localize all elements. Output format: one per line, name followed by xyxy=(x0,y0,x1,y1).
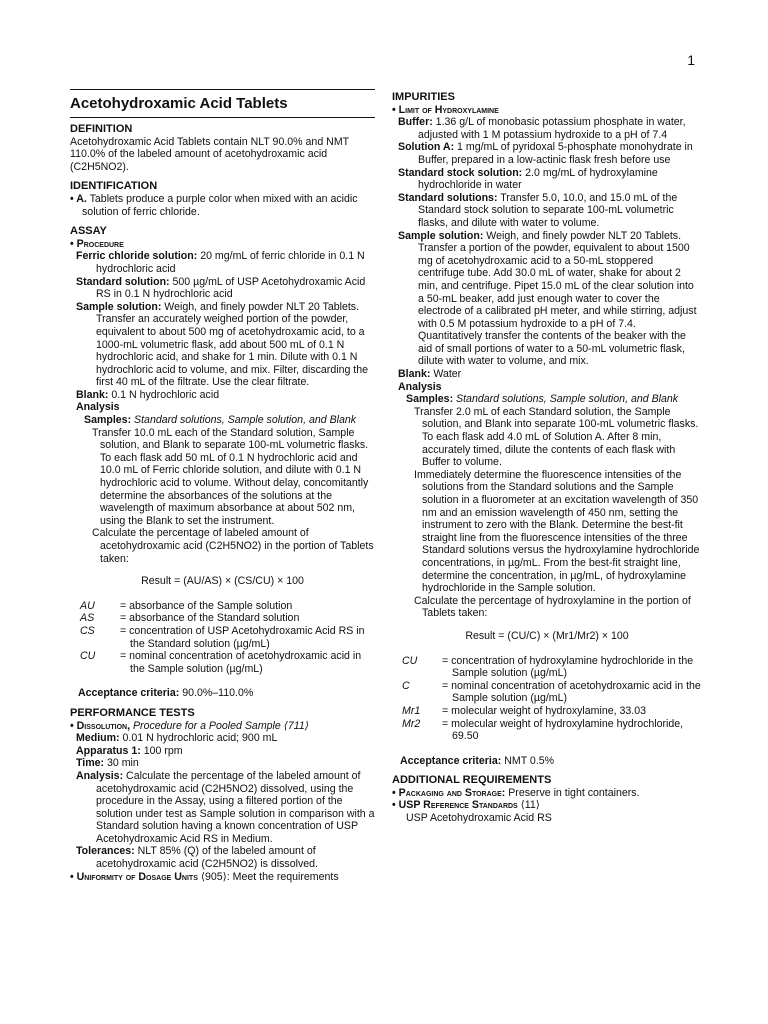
standards-label: Standard solutions: xyxy=(398,191,498,204)
definition-row xyxy=(402,655,702,680)
def-symbol: Mr1 xyxy=(402,704,421,717)
ferric-text: 20 mg/mL of ferric chloride in 0.1 N hydrochloric acid xyxy=(96,250,365,275)
sample-text: Weigh, and finely powder NLT 20 Tablets. Transfer a portion of the powder, equivalent to about 1500 mg of acetohydroxamic acid to a 50-mL stoppered centrifuge tube. Add 30.0 mL of water, shake for about 2 min, and centrifuge. Pipet 15.0 mL of the clear solution into a 50-mL beaker, add just enough water to cover the electrode of a calibrated pH meter, and while stirring, adjust with 0.5 M potassium hydroxide to a pH of 7.4. Quantitatively transfer the contents of the beaker with the aid of small portions of water to a 50-mL volumetric flask, dilute with water to volume, and mix. xyxy=(418,229,697,368)
apparatus-line xyxy=(70,745,375,758)
uniformity-line xyxy=(70,871,375,884)
samples-line xyxy=(70,414,375,427)
def-symbol: Mr2 xyxy=(402,717,421,730)
definition-row xyxy=(402,705,702,718)
transfer-text: Transfer 2.0 mL of each Standard solution, the Sample solution, and Blank into separate 100-mL volumetric flasks. To each flask add 4.0 mL of Solution A. After 8 min, accurately timed, dilute the contents of each flask with Buffer to volume. xyxy=(414,405,699,469)
identification-item-text: Tablets produce a purple color when mixed with an acidic solution of ferric chloride. xyxy=(82,192,358,218)
blank-text: Water xyxy=(430,368,462,381)
analysis-label: Analysis: xyxy=(76,769,124,782)
usp-line xyxy=(392,799,702,812)
time-line xyxy=(70,757,375,770)
packaging-label: • Packaging and Storage: xyxy=(392,786,506,799)
definition-row xyxy=(80,650,375,675)
usp-text: ⟨11⟩ xyxy=(517,799,540,812)
apparatus-text: 100 rpm xyxy=(140,744,183,757)
time-text: 30 min xyxy=(104,757,139,770)
accept-text: NMT 0.5% xyxy=(501,754,555,767)
buffer-line xyxy=(392,116,702,141)
identification-item xyxy=(70,193,375,218)
samples-line xyxy=(392,393,702,406)
document-title: Acetohydroxamic Acid Tablets xyxy=(70,95,288,112)
blank-line xyxy=(392,368,702,381)
samples-label: Samples: xyxy=(84,414,132,427)
uniformity-text: ⟨905⟩: Meet the requirements xyxy=(197,870,339,883)
sample-line xyxy=(392,230,702,369)
definition-row xyxy=(402,718,702,743)
accept-text: 90.0%–110.0% xyxy=(179,687,254,700)
def-symbol: CS xyxy=(80,624,95,637)
def-symbol: C xyxy=(402,679,410,692)
tolerances-line xyxy=(70,845,375,870)
transfer-text: Transfer 10.0 mL each of the Standard solution, Sample solution, and Blank to separate 100-mL volumetric flasks. To each flask add 50 mL of 0.1 N hydrochloric acid and 10.0 mL of Ferric chloride solution, and dilute with 0.1 N hydrochloric acid to volume. Without delay, concomitantly determine the absorbances of the solutions at the wavelength of maximum absorbance at about 502 nm, using the Blank to set the instrument. xyxy=(92,426,369,527)
samples-label: Samples: xyxy=(406,393,454,406)
impurity-definitions xyxy=(402,655,702,743)
standard-text: 500 µg/mL of USP Acetohydroxamic Acid RS in 0.1 N hydrochloric acid xyxy=(96,275,366,301)
blank-label: Blank: xyxy=(76,388,109,401)
assay-definitions xyxy=(80,600,375,676)
def-text: = nominal concentration of acetohydroxamic acid in the Sample solution (µg/mL) xyxy=(120,650,362,675)
blank xyxy=(70,389,375,402)
standards-text: Transfer 5.0, 10.0, and 15.0 mL of the Standard stock solution to separate 100-mL volumetric flasks, and dilute with water to volume. xyxy=(418,191,678,229)
def-text: = concentration of hydroxylamine hydrochloride in the Sample solution (µg/mL) xyxy=(442,654,694,680)
sample-text: Weigh, and finely powder NLT 20 Tablets. Transfer an accurately weighed portion of the powder, equivalent to about 500 mg of acetohydroxamic acid, to a 1000-mL volumetric flask, add about 500 mL of 0.1 N hydrochloric acid, and shake for 1 min. Dilute with 0.1 N hydrochloric acid to volume, and mix. Filter, discarding the first 40 mL of the filtrate. Use the clear filtrate. xyxy=(96,300,369,389)
standard-solution xyxy=(70,276,375,301)
definition-row xyxy=(80,600,375,613)
assay-formula: Result = (AU/AS) × (CS/CU) × 100 xyxy=(141,575,304,588)
samples-text: Standard solutions, Sample solution, and Blank xyxy=(131,414,357,427)
medium-text: 0.01 N hydrochloric acid; 900 mL xyxy=(119,732,278,745)
def-text: = absorbance of the Standard solution xyxy=(120,612,300,625)
analysis-heading: Analysis xyxy=(76,401,120,414)
solution-a-text: 1 mg/mL of pyridoxal 5-phosphate monohydrate in Buffer, prepared in a low-actinic flask fresh before use xyxy=(418,141,693,166)
stock-line xyxy=(392,167,702,192)
left-column xyxy=(70,89,375,883)
packaging-text: Preserve in tight containers. xyxy=(505,786,640,799)
medium-label: Medium: xyxy=(76,732,120,745)
accept-label: Acceptance criteria: xyxy=(78,687,180,700)
standards-line xyxy=(392,192,702,230)
analysis-heading: Analysis xyxy=(398,380,442,393)
def-text: = concentration of USP Acetohydroxamic Acid RS in the Standard solution (µg/mL) xyxy=(120,624,365,650)
def-text: = nominal concentration of acetohydroxamic acid in the Sample solution (µg/mL) xyxy=(442,679,701,705)
impurity-formula: Result = (CU/C) × (Mr1/Mr2) × 100 xyxy=(465,629,629,642)
blank-text: 0.1 N hydrochloric acid xyxy=(108,388,220,401)
assay-procedure-heading: • Procedure xyxy=(70,237,124,250)
identification-heading: IDENTIFICATION xyxy=(70,180,158,193)
packaging-line xyxy=(392,787,702,800)
ferric-chloride-solution xyxy=(70,250,375,275)
title-top-rule xyxy=(70,89,375,90)
solution-a-label: Solution A: xyxy=(398,141,455,154)
analysis-text: Calculate the percentage of the labeled amount of acetohydroxamic acid (C2H5NO2) dissolved, using the procedure in the Assay, using a filtered portion of the solution under test as Sample solution in comparison with a Standard solution having a known concentration of USP Acetohydroxamic Acid RS in Medium. xyxy=(96,769,375,845)
medium-line xyxy=(70,732,375,745)
performance-heading: PERFORMANCE TESTS xyxy=(70,706,195,719)
calc-text: Calculate the percentage of hydroxylamine in the portion of Tablets taken: xyxy=(414,594,691,620)
dissolution-label: • Dissolution, xyxy=(70,719,131,732)
title-bottom-rule xyxy=(70,117,375,118)
time-label: Time: xyxy=(76,757,105,770)
calc-text: Calculate the percentage of labeled amount of acetohydroxamic acid (C2H5NO2) in the portion of Tablets taken: xyxy=(92,527,374,565)
identification-item-label: • A. xyxy=(70,192,87,205)
assay-heading: ASSAY xyxy=(70,225,107,238)
definition-text: Acetohydroxamic Acid Tablets contain NLT 90.0% and NMT 110.0% of the labeled amount of acetohydroxamic acid (C2H5NO2). xyxy=(70,135,349,173)
additional-heading: ADDITIONAL REQUIREMENTS xyxy=(392,774,552,787)
limit-heading: • Limit of Hydroxylamine xyxy=(392,103,499,116)
stock-text: 2.0 mg/mL of hydroxylamine hydrochloride in water xyxy=(418,166,658,192)
sample-label: Sample solution: xyxy=(76,300,162,313)
ferric-label: Ferric chloride solution: xyxy=(76,250,198,263)
def-symbol: CU xyxy=(402,654,418,667)
stock-label: Standard stock solution: xyxy=(398,166,523,179)
def-text: = molecular weight of hydroxylamine, 33.03 xyxy=(442,704,647,717)
sample-label: Sample solution: xyxy=(398,229,484,242)
def-symbol: AU xyxy=(80,599,95,612)
sample-solution xyxy=(70,301,375,389)
immediately-text: Immediately determine the fluorescence intensities of the solutions from the Standard solutions and the Sample solution in a fluorometer at an excitation wavelength of 350 nm and an emission wavelength of 450 nm, setting the instrument to zero with the Blank. Determine the best-fit straight line from the fluorescence intensities of the three Standard solutions versus the hydroxylamine hydrochloride concentrations, in µg/mL. From the best-fit straight line, determine the concentration, in µg/mL, of hydroxylamine hydrochloride in the Sample solution. xyxy=(414,468,700,595)
right-column xyxy=(392,91,702,825)
tolerances-label: Tolerances: xyxy=(76,845,135,858)
def-text: = molecular weight of hydroxylamine hydrochloride, 69.50 xyxy=(442,717,684,743)
apparatus-label: Apparatus 1: xyxy=(76,744,141,757)
def-text: = absorbance of the Sample solution xyxy=(120,599,293,612)
accept-label: Acceptance criteria: xyxy=(400,754,502,767)
usp-label: • USP Reference Standards xyxy=(392,799,518,812)
standard-label: Standard solution: xyxy=(76,275,170,288)
dissolution-text: Procedure for a Pooled Sample ⟨711⟩ xyxy=(130,719,309,732)
dissolution-line xyxy=(70,720,375,733)
assay-acceptance xyxy=(78,687,375,700)
definition-row xyxy=(80,612,375,625)
impurity-acceptance xyxy=(400,755,702,768)
tolerances-text: NLT 85% (Q) of the labeled amount of acetohydroxamic acid (C2H5NO2) is dissolved. xyxy=(96,845,318,871)
def-symbol: CU xyxy=(80,650,96,663)
buffer-text: 1.36 g/L of monobasic potassium phosphate in water, adjusted with 1 M potassium hydroxide to a pH of 7.4 xyxy=(418,116,686,141)
solution-a-line xyxy=(392,141,702,166)
def-symbol: AS xyxy=(80,612,95,625)
definition-row xyxy=(80,625,375,650)
definition-row xyxy=(402,680,702,705)
analysis-line xyxy=(70,770,375,846)
usp-item: USP Acetohydroxamic Acid RS xyxy=(406,812,552,825)
samples-text: Standard solutions, Sample solution, and Blank xyxy=(453,393,679,406)
buffer-label: Buffer: xyxy=(398,116,433,129)
definition-heading: DEFINITION xyxy=(70,123,133,135)
impurities-heading: IMPURITIES xyxy=(392,91,455,103)
page-number: 1 xyxy=(687,52,695,68)
uniformity-label: • Uniformity of Dosage Units xyxy=(70,870,198,883)
blank-label: Blank: xyxy=(398,368,431,381)
